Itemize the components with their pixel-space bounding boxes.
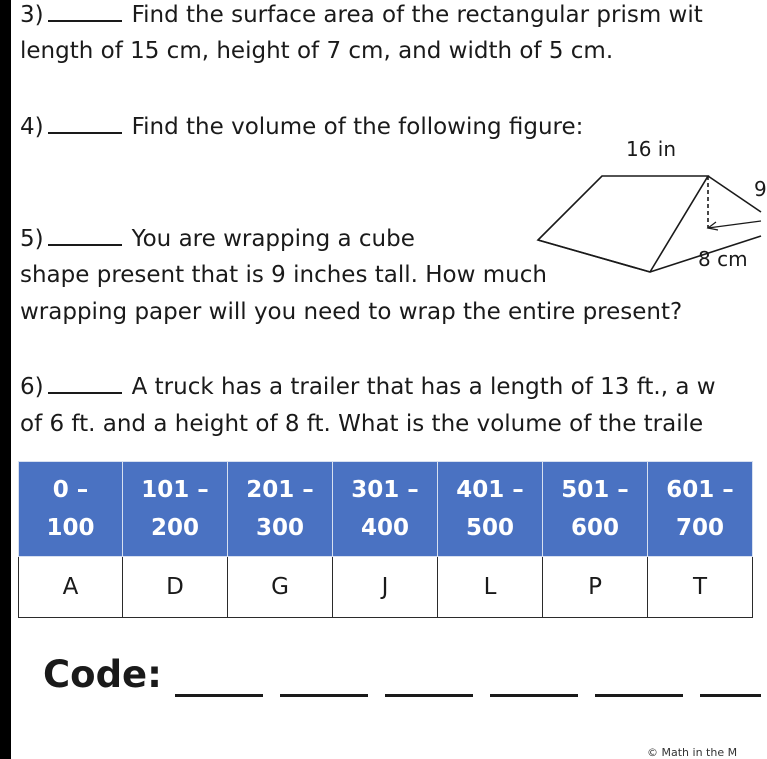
letter-cell: P bbox=[543, 557, 648, 618]
copyright-notice: © Math in the M bbox=[647, 746, 738, 759]
question-5 bbox=[20, 224, 415, 254]
triangular-prism-figure bbox=[530, 136, 767, 276]
question-5-text: You are wrapping a cube bbox=[131, 226, 415, 252]
letter-cell: L bbox=[438, 557, 543, 618]
code-blank[interactable] bbox=[490, 694, 578, 697]
letter-cell: J bbox=[333, 557, 438, 618]
answer-blank-5[interactable] bbox=[48, 224, 122, 246]
answer-blank-3[interactable] bbox=[48, 0, 122, 22]
question-4 bbox=[20, 112, 583, 142]
code-blank[interactable] bbox=[700, 694, 761, 697]
question-6-continuation: of 6 ft. and a height of 8 ft. What is the volume of the traile bbox=[20, 411, 704, 437]
answer-blank-6[interactable] bbox=[48, 372, 122, 394]
range-row bbox=[19, 462, 753, 557]
answer-blank-4[interactable] bbox=[48, 112, 122, 134]
question-5-number: 5) bbox=[20, 226, 44, 252]
code-blank[interactable] bbox=[175, 694, 263, 697]
letter-row bbox=[19, 557, 753, 618]
left-frame-edge bbox=[0, 0, 11, 759]
question-5-continuation-2: wrapping paper will you need to wrap the entire present? bbox=[20, 299, 683, 325]
base-label: 8 cm bbox=[698, 247, 748, 271]
letter-cell: G bbox=[228, 557, 333, 618]
question-6-number: 6) bbox=[20, 374, 44, 400]
range-cell: 301 – 400 bbox=[333, 462, 438, 557]
question-4-text: Find the volume of the following figure: bbox=[131, 114, 584, 140]
question-3-text: Find the surface area of the rectangular prism wit bbox=[131, 2, 703, 28]
range-cell: 101 – 200 bbox=[123, 462, 228, 557]
range-cell: 201 – 300 bbox=[228, 462, 333, 557]
question-6-text: A truck has a trailer that has a length of 13 ft., a w bbox=[131, 374, 716, 400]
question-6 bbox=[20, 372, 716, 402]
range-cell: 401 – 500 bbox=[438, 462, 543, 557]
height-label: 9 bbox=[754, 177, 767, 201]
code-blank[interactable] bbox=[595, 694, 683, 697]
range-cell: 601 – 700 bbox=[648, 462, 753, 557]
range-cell: 501 – 600 bbox=[543, 462, 648, 557]
letter-cell: T bbox=[648, 557, 753, 618]
code-blank[interactable] bbox=[385, 694, 473, 697]
question-3-number: 3) bbox=[20, 2, 44, 28]
question-5-continuation: shape present that is 9 inches tall. How much bbox=[20, 262, 547, 288]
letter-cell: A bbox=[19, 557, 123, 618]
letter-cell: D bbox=[123, 557, 228, 618]
code-blank[interactable] bbox=[280, 694, 368, 697]
length-label: 16 in bbox=[626, 137, 677, 161]
answer-code-table bbox=[18, 461, 753, 618]
question-3 bbox=[20, 0, 703, 30]
code-label: Code: bbox=[43, 653, 162, 696]
range-cell: 0 – 100 bbox=[19, 462, 123, 557]
question-3-continuation: length of 15 cm, height of 7 cm, and width of 5 cm. bbox=[20, 38, 614, 64]
question-4-number: 4) bbox=[20, 114, 44, 140]
